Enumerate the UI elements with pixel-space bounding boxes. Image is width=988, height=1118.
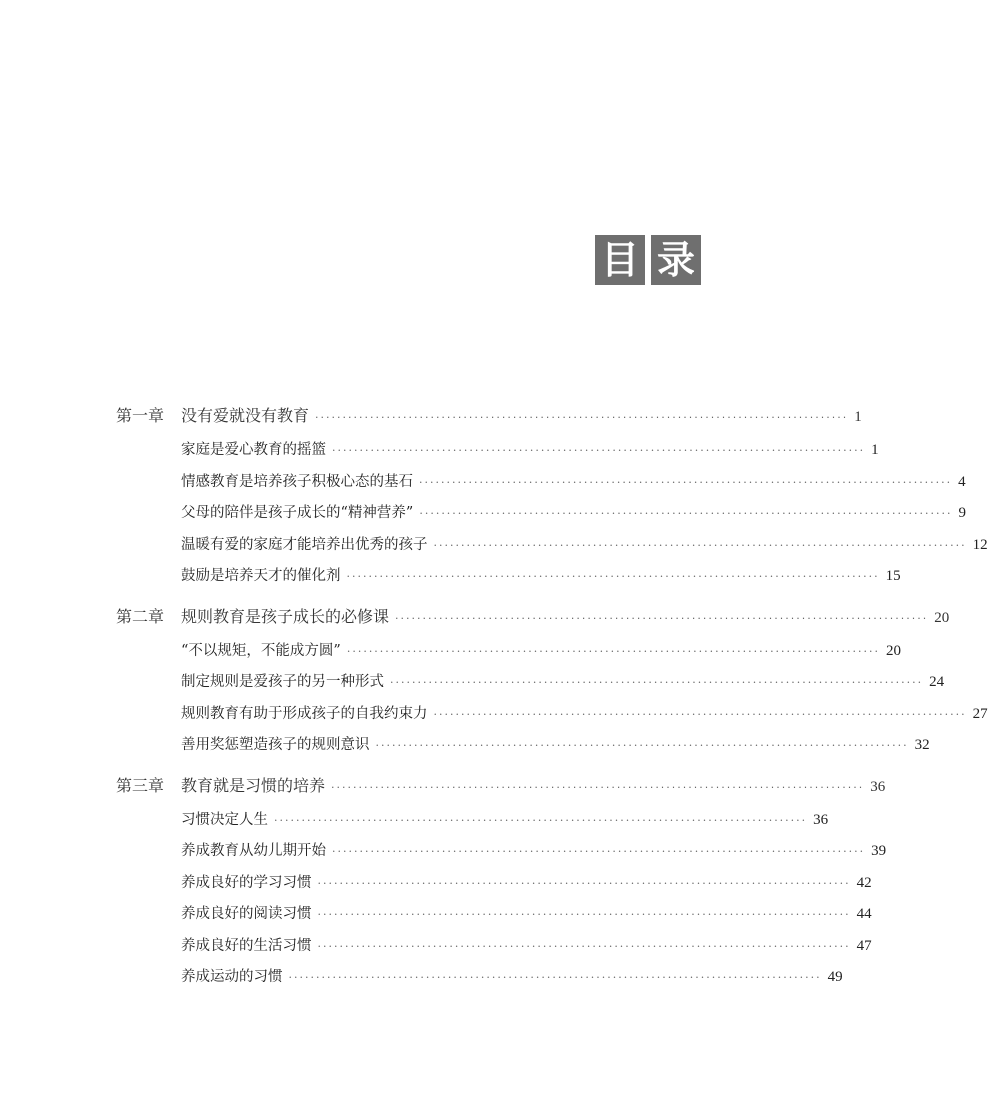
section-title: 养成良好的生活习惯 xyxy=(181,937,312,954)
page-number: 39 xyxy=(871,843,887,859)
page-number: 1 xyxy=(871,442,879,458)
dot-leader: ································································································· xyxy=(288,971,822,984)
dot-leader: ································································································· xyxy=(433,707,967,721)
section-title: 养成教育从幼儿期开始 xyxy=(181,843,326,859)
dot-leader: ································································································· xyxy=(346,644,880,658)
page-number: 32 xyxy=(914,737,930,753)
dot-leader: ································································································· xyxy=(419,475,953,489)
chapter-title: 没有爱就没有教育 xyxy=(181,406,310,425)
section-title: 温暖有爱的家庭才能培养出优秀的孩子 xyxy=(181,536,428,553)
section-title: 情感教育是培养孩子积极心态的基石 xyxy=(181,473,413,490)
section-entry[interactable] xyxy=(116,533,988,565)
dot-leader: ································································································· xyxy=(332,845,866,858)
page-number: 42 xyxy=(856,874,872,891)
chapter-number: 第三章 xyxy=(116,775,165,795)
section-title: 规则教育有助于形成孩子的自我约束力 xyxy=(181,705,428,722)
page-number: 24 xyxy=(929,674,945,690)
page-number: 1 xyxy=(854,409,862,425)
page-number: 36 xyxy=(870,778,886,795)
section-title: 养成良好的阅读习惯 xyxy=(181,906,312,922)
page-number: 27 xyxy=(972,705,988,722)
section-entry[interactable] xyxy=(116,965,843,997)
chapter-number: 第二章 xyxy=(116,606,165,626)
page-number: 4 xyxy=(958,473,966,490)
section-title: 父母的陪伴是孩子成长的“精神营养” xyxy=(181,505,414,521)
chapter-title: 教育就是习惯的培养 xyxy=(181,775,326,795)
section-entry[interactable] xyxy=(116,639,901,671)
section-entry[interactable] xyxy=(116,438,879,470)
dot-leader: ································································································· xyxy=(419,507,953,520)
section-title: 善用奖惩塑造孩子的规则意识 xyxy=(181,737,370,753)
dot-leader: ································································································· xyxy=(274,813,808,827)
section-entry[interactable] xyxy=(116,808,829,840)
section-entry[interactable] xyxy=(116,902,872,934)
dot-leader: ································································································· xyxy=(375,739,909,752)
dot-leader: ································································································· xyxy=(317,876,851,890)
page-number: 44 xyxy=(856,906,872,922)
dot-leader: ································································································· xyxy=(331,780,865,794)
dot-leader: ································································································· xyxy=(315,411,849,424)
section-entry[interactable] xyxy=(116,702,988,734)
section-entry[interactable] xyxy=(116,839,887,871)
section-entry[interactable] xyxy=(116,670,945,702)
chapter-entry[interactable] xyxy=(116,604,950,635)
section-entry[interactable] xyxy=(116,470,966,502)
dot-leader: ································································································· xyxy=(346,570,880,583)
page-number: 49 xyxy=(827,969,843,985)
dot-leader: ································································································· xyxy=(317,908,851,921)
section-entry[interactable] xyxy=(116,501,966,533)
toc-title xyxy=(595,235,701,285)
chapter-entry[interactable] xyxy=(116,403,862,434)
toc-title-char: 目 xyxy=(595,235,645,285)
page-number: 20 xyxy=(934,609,950,626)
section-title: 制定规则是爱孩子的另一种形式 xyxy=(181,674,384,690)
page-number: 12 xyxy=(972,536,988,553)
section-entry[interactable] xyxy=(116,733,930,765)
dot-leader: ································································································· xyxy=(433,538,967,552)
dot-leader: ································································································· xyxy=(390,676,924,689)
page-number: 36 xyxy=(813,811,829,828)
section-title: 养成良好的学习习惯 xyxy=(181,874,312,891)
dot-leader: ································································································· xyxy=(317,939,851,953)
section-entry[interactable] xyxy=(116,564,901,596)
table-of-contents xyxy=(116,403,988,997)
section-title: 家庭是爱心教育的摇篮 xyxy=(181,442,326,458)
toc-title-char: 录 xyxy=(651,235,701,285)
page-number: 47 xyxy=(856,937,872,954)
chapter-title: 规则教育是孩子成长的必修课 xyxy=(181,606,390,626)
chapter-entry[interactable] xyxy=(116,773,886,804)
page-number: 15 xyxy=(885,568,901,584)
section-title: 习惯决定人生 xyxy=(181,811,268,828)
section-title: 鼓励是培养天才的催化剂 xyxy=(181,568,341,584)
page-number: 9 xyxy=(958,505,966,521)
dot-leader: ································································································· xyxy=(332,444,866,457)
section-entry[interactable] xyxy=(116,934,872,966)
page-number: 20 xyxy=(886,642,901,659)
section-entry[interactable] xyxy=(116,871,872,903)
dot-leader: ································································································· xyxy=(395,611,929,625)
section-title: “不以规矩，不能成方圆” xyxy=(181,642,341,659)
section-title: 养成运动的习惯 xyxy=(181,969,283,985)
chapter-number: 第一章 xyxy=(116,406,165,425)
